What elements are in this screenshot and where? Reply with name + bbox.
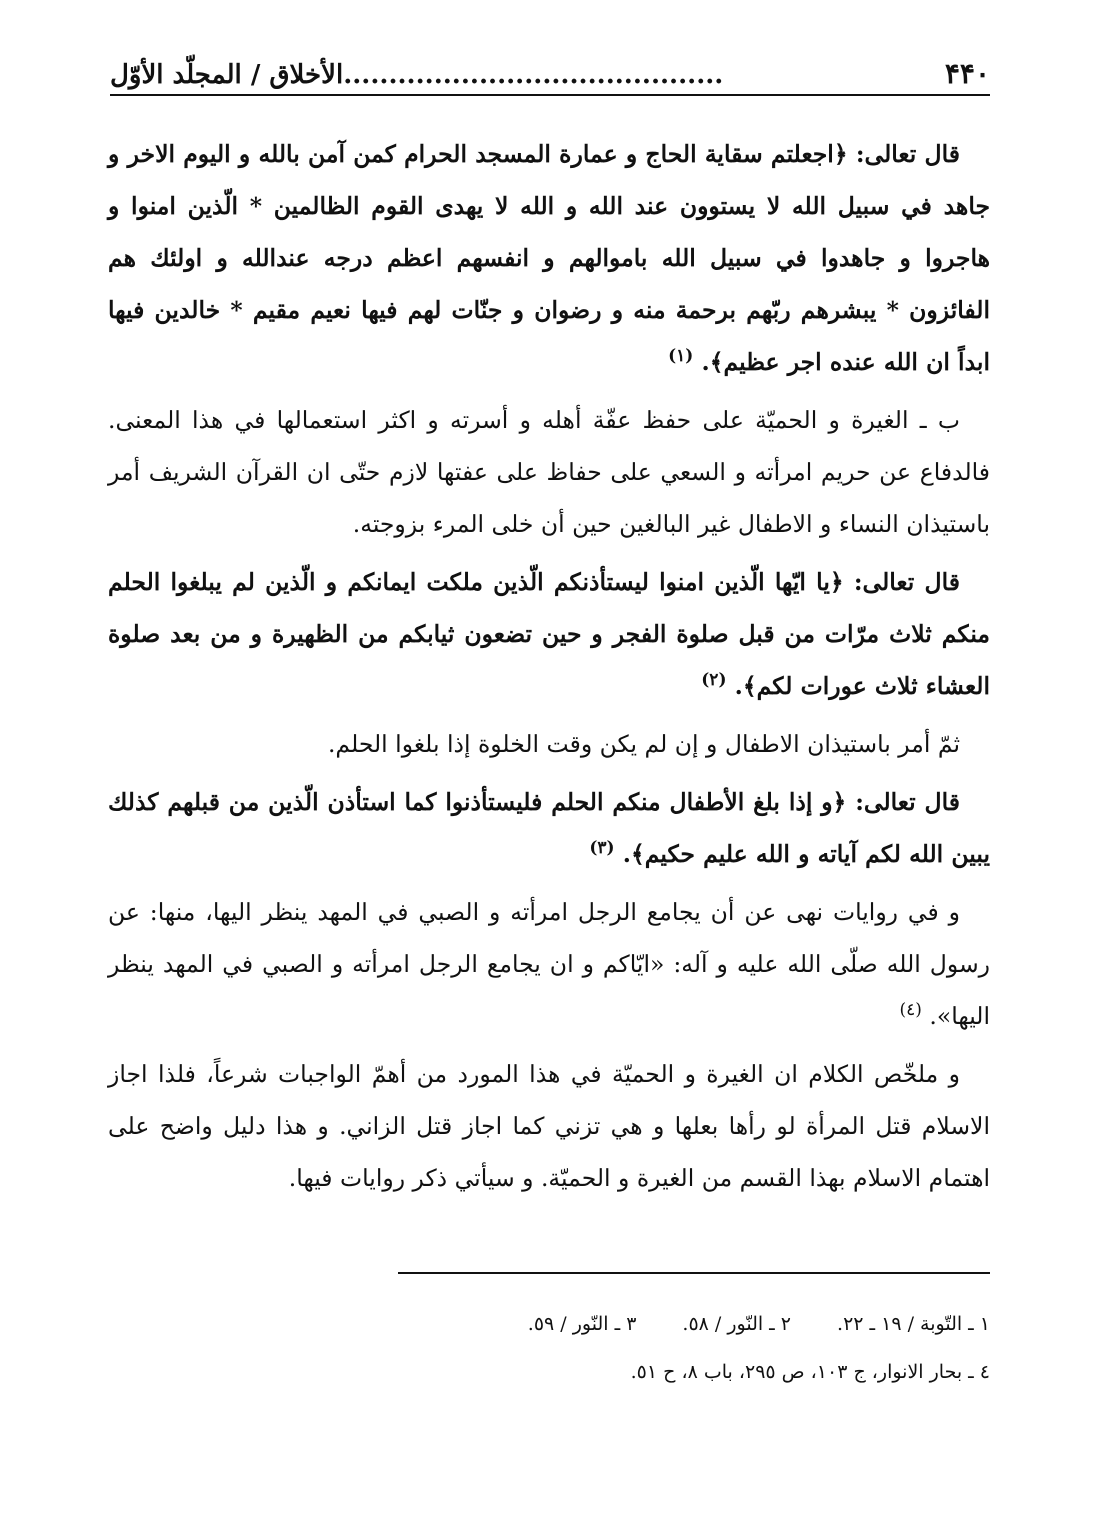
paragraph-text: و ملخّص الكلام ان الغيرة و الحميّة في هذا المورد من أهمّ الواجبات شرعاً، فلذا اجاز الاسلام قتل المرأة لو رأها بعلها و هي تزني كما اجاز قتل الزاني. و هذا دليل واضح على اهتمام الاسلام بهذا القسم من الغيرة و الحميّة. و سيأتي ذكر روايات فيها. xyxy=(108,1060,990,1192)
paragraph-text: قال تعالى: ﴿و إذا بلغ الأطفال منكم الحلم فليستأذنوا كما استأذن الّذين من قبلهم كذلك يبين الله لكم آياته و الله عليم حكيم﴾. xyxy=(108,788,990,868)
paragraph-1 xyxy=(108,128,990,388)
footnote-ref-3: (٣) xyxy=(589,838,615,859)
paragraph-text: قال تعالى: ﴿يا ايّها الّذين امنوا ليستأذنكم الّذين ملكت ايمانكم و الّذين لم يبلغوا الحلم منكم ثلاث مرّات من قبل صلوة الفجر و حين تضعون ثيابكم من الظهيرة و من بعد صلوة العشاء ثلاث عورات لكم﴾. xyxy=(108,568,990,700)
paragraph-text: ثمّ أمر باستيذان الاطفال و إن لم يكن وقت الخلوة إذا بلغوا الحلم. xyxy=(327,730,960,758)
page-header xyxy=(110,48,990,96)
paragraph-2 xyxy=(108,394,990,550)
footnote-4: ٤ ـ بحار الانوار، ج ١٠٣، ص ٢٩٥، باب ٨، ح ٥١. xyxy=(630,1361,990,1383)
page-number: ۴۴۰ xyxy=(944,57,990,90)
footnote-row-2 xyxy=(398,1348,990,1396)
footnote-3: ٣ ـ النّور / ٥٩. xyxy=(527,1313,637,1335)
paragraph-7 xyxy=(108,1048,990,1204)
footnote-divider xyxy=(398,1272,990,1274)
footnote-1: ١ ـ التّوبة / ١٩ ـ ٢٢. xyxy=(837,1313,990,1335)
body-text xyxy=(108,128,990,1210)
footnotes xyxy=(398,1300,990,1396)
paragraph-3 xyxy=(108,556,990,712)
paragraph-text: قال تعالى: ﴿اجعلتم سقاية الحاج و عمارة المسجد الحرام كمن آمن بالله و اليوم الاخر و جاهد في سبيل الله لا يستوون عند الله و الله لا يهدى القوم الظالمين * الّذين امنوا و هاجروا و جاهدوا في سبيل الله باموالهم و انفسهم اعظم درجه عندالله و اولئك هم الفائزون * يبشرهم ربّهم برحمة منه و رضوان و جنّات لهم فيها نعيم مقيم * خالدين فيها ابداً ان الله عنده اجر عظيم﴾. xyxy=(108,140,990,376)
paragraph-5 xyxy=(108,776,990,880)
running-title-text: الأخلاق / المجلّد الأوّل xyxy=(110,60,344,90)
footnote-row-1 xyxy=(398,1300,990,1348)
paragraph-4 xyxy=(108,718,990,770)
paragraph-text: و في روايات نهى عن أن يجامع الرجل امرأته و الصبي في المهد ينظر اليها، منها: عن رسول الله صلّى الله عليه و آله: «ايّاكم و ان يجامع الرجل امرأته و الصبي في المهد ينظر اليها». xyxy=(108,898,990,1030)
running-title xyxy=(110,60,723,90)
footnote-ref-1: (١) xyxy=(668,346,694,367)
paragraph-6 xyxy=(108,886,990,1042)
footnote-2: ٢ ـ النّور / ٥٨. xyxy=(682,1313,792,1335)
footnote-ref-2: (٢) xyxy=(701,670,727,691)
footnote-ref-4: (٤) xyxy=(899,1000,922,1021)
header-dots: .......................................... xyxy=(343,60,724,90)
paragraph-text: ب ـ الغيرة و الحميّة على حفظ عفّة أهله و أسرته و اكثر استعمالها في هذا المعنى. فالدفاع عن حريم امرأته و السعي على حفاظ على عفتها لازم حتّى ان القرآن الشريف أمر باستيذان النساء و الاطفال غير البالغين حين أن خلى المرء بزوجته. xyxy=(108,406,990,538)
